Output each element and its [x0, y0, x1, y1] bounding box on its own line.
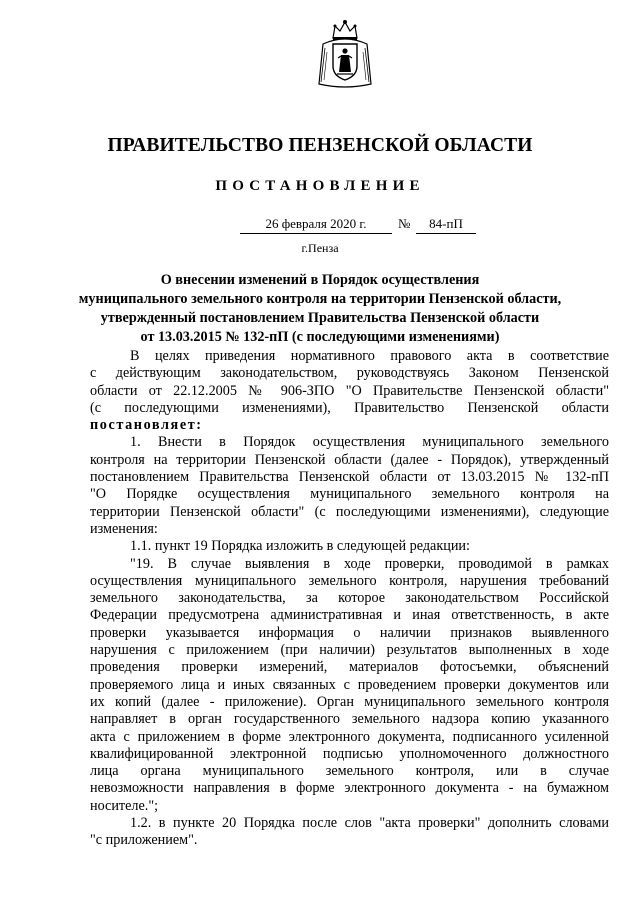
- body-line: проведения проверки измерений, материалов фотосъемки, объяснений: [90, 659, 609, 676]
- body-line: проверки указывается информация о наличии признаков выявленного: [90, 624, 609, 641]
- body-line: (с последующими изменениями), Правительство Пензенской области: [90, 399, 609, 416]
- body-line: квалифицированной электронной подписью уполномоченного должностного: [90, 745, 609, 762]
- document-title: [60, 271, 580, 347]
- penza-coat-of-arms-icon: [315, 18, 375, 90]
- body-line: Федерации предусмотрена административная и иная ответственность, в акте: [90, 607, 609, 624]
- body-line: лица органа муниципального земельного контроля, или в случае: [90, 763, 609, 780]
- body-line: "19. В случае выявления в ходе проверки, проводимой в рамках: [130, 555, 609, 572]
- organization-name: ПРАВИТЕЛЬСТВО ПЕНЗЕНСКОЙ ОБЛАСТИ: [107, 135, 533, 156]
- body-line: 1. Внести в Порядок осуществления муниципального земельного: [130, 434, 609, 451]
- document-number: 84-пП: [416, 216, 476, 234]
- document-type: ПОСТАНОВЛЕНИЕ: [215, 178, 425, 194]
- body-line: направляет в орган государственного земельного надзора копию указанного: [90, 711, 609, 728]
- body-line: осуществления муниципального земельного контроля, нарушения требований: [90, 572, 609, 589]
- body-line: акта с приложением в форме электронного документа, подписанного усиленной: [90, 728, 609, 745]
- body-line: с действующим законодательством, руководствуясь Законом Пензенской: [90, 365, 609, 382]
- body-line: "О Порядке осуществления муниципального земельного контроля на: [90, 486, 609, 503]
- title-line: утвержденный постановлением Правительства Пензенской области: [100, 310, 540, 326]
- body-line: изменения:: [90, 520, 158, 537]
- body-line: проверяемого лица и иных связанных с проведением проверки документов или: [90, 676, 609, 693]
- body-line: "с приложением".: [90, 832, 198, 849]
- body-line: невозможности направления в форме электронного документа - на бумажном: [90, 780, 609, 797]
- body-line: носителе.";: [90, 797, 159, 814]
- title-line: от 13.03.2015 № 132-пП (с последующими изменениями): [140, 329, 500, 345]
- body-line: постановлением Правительства Пензенской области от 13.03.2015 № 132-пП: [90, 469, 609, 486]
- body-line: 1.1. пункт 19 Порядка изложить в следующей редакции:: [130, 538, 470, 555]
- body-line: их копий (далее - приложение). Орган муниципального земельного контроля: [90, 693, 609, 710]
- resolution-keyword: постановляет:: [90, 417, 203, 434]
- body-line: территории Пензенской области" (с последующими изменениями), следующие: [90, 503, 609, 520]
- body-line: земельного законодательства, за которое законодательством Российской: [90, 590, 609, 607]
- body-line: 1.2. в пункте 20 Порядка после слов "акта проверки" дополнить словами: [130, 815, 609, 832]
- title-line: О внесении изменений в Порядок осуществления: [160, 272, 480, 288]
- document-date: 26 февраля 2020 г.: [240, 216, 392, 234]
- body-line: нарушения с приложением (при наличии) результатов выполненных в ходе: [90, 642, 609, 659]
- number-sign: №: [398, 216, 411, 231]
- body-line: контроля на территории Пензенской области (далее - Порядок), утвержденный: [90, 451, 609, 468]
- body-line: области от 22.12.2005 № 906-ЗПО "О Правительстве Пензенской области": [90, 382, 609, 399]
- body-line: В целях приведения нормативного правового акта в соответствие: [130, 348, 609, 364]
- city: г.Пенза: [301, 241, 339, 255]
- document-body: [90, 348, 609, 850]
- title-line: муниципального земельного контроля на территории Пензенской области,: [78, 291, 562, 307]
